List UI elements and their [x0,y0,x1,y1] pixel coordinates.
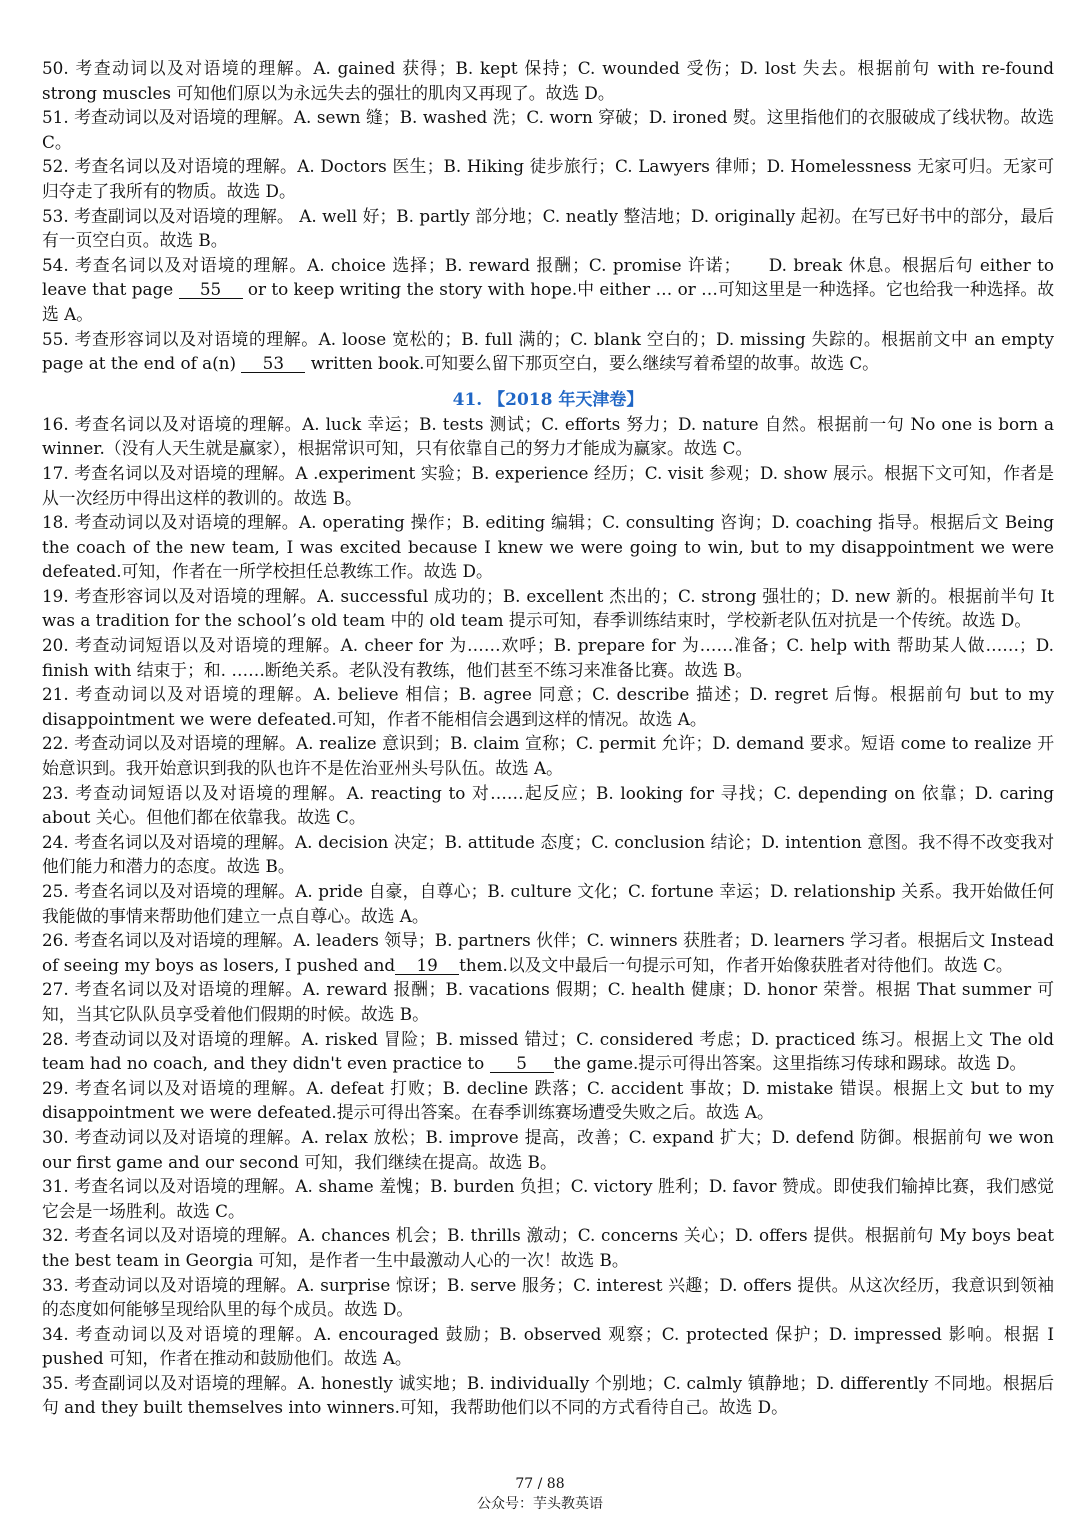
answer-item-23: 23. 考查动词短语以及对语境的理解。A. reacting to 对……起反应；B. looking for 寻找；C. depending on 依靠；D. caring about 关心。但他们都在依靠我。故选 C。 [42,782,1054,828]
answer-item-32: 32. 考查名词以及对语境的理解。A. chances 机会；B. thrills 激动；C. concerns 关心；D. offers 提供。根据前句 My boys beat the best team in Georgia 可知，是作者一生中最激动人心的一次！故选 B。 [42,1225,1054,1270]
answer-item-29: 29. 考查名词以及对语境的理解。A. defeat 打败；B. decline 跌落；C. accident 事故；D. mistake 错误。根据上文 but to my disappointment we were defeated.提示可得出答案。在春季训练赛场遭受失败之后。故选 A。 [42,1077,1054,1123]
answer-item-17: 17. 考查名词以及对语境的理解。A .experiment 实验；B. experience 经历；C. visit 参观；D. show 展示。根据下文可知，作者是从一次经历中得出这样的教训的。故选 B。 [42,462,1054,508]
item-55-blank: 53 [241,354,305,373]
answer-item-22: 22. 考查动词以及对语境的理解。A. realize 意识到；B. claim 宣称；C. permit 允许；D. demand 要求。短语 come to realize 开始意识到。我开始意识到我的队也许不是佐治亚州头号队伍。故选 A。 [42,733,1054,779]
answer-item-53: 53. 考查副词以及对语境的理解。 A. well 好；B. partly 部分地；C. neatly 整洁地；D. originally 起初。在写已好书中的部分，最后有一页空白页。故选 B。 [42,205,1054,251]
answer-item-24: 24. 考查名词以及对语境的理解。A. decision 决定；B. attitude 态度；C. conclusion 结论；D. intention 意图。我不得不改变我对他们能力和潜力的态度。故选 B。 [42,831,1054,877]
section-title: 41. 【2018 年天津卷】 [452,389,644,410]
answer-item-30: 30. 考查动词以及对语境的理解。A. relax 放松；B. improve 提高，改善；C. expand 扩大；D. defend 防御。根据前句 we won our first game and our second 可知，我们继续在提高。故选 B。 [42,1126,1054,1172]
answer-item-55 [42,327,1054,376]
answer-item-18: 18. 考查动词以及对语境的理解。A. operating 操作；B. editing 编辑；C. consulting 咨询；D. coaching 指导。根据后文 Being the coach of the new team, I was excited because I knew we were going to win, but to my disappointment we were defeated.可知，作者在一所学校担任总教练工作。故选 D。 [42,512,1054,582]
answer-item-33: 33. 考查动词以及对语境的理解。A. surprise 惊讶；B. serve 服务；C. interest 兴趣；D. offers 提供。从这次经历，我意识到领袖的态度如何能够呈现给队里的每个成员。故选 D。 [42,1274,1054,1320]
page-footer [0,1474,1080,1514]
item-28-blank: 5 [490,1054,554,1073]
answer-item-51: 51. 考查动词以及对语境的理解。A. sewn 缝；B. washed 洗；C. worn 穿破；D. ironed 熨。这里指他们的衣服破成了线状物。故选 C。 [42,107,1054,152]
item-26-blank: 19 [395,956,459,975]
answer-item-21: 21. 考查动词以及对语境的理解。A. believe 相信；B. agree 同意；C. describe 描述；D. regret 后悔。根据前句 but to my disappointment we were defeated.可知，作者不能相信会遇到这样的情况。故选 A。 [42,684,1054,729]
item-54-text-before: 54. 考查名词以及对语境的理解。A. choice 选择；B. reward 报酬；C. promise 许诺； D. break 休息。根据后句 either to leave that page [42,254,1054,300]
answer-item-50: 50. 考查动词以及对语境的理解。A. gained 获得；B. kept 保持；C. wounded 受伤；D. lost 失去。根据前句 with re-found strong muscles 可知他们原以为永远失去的强壮的肌肉又再现了。故选 D。 [42,58,1054,103]
answer-item-26 [42,928,1054,977]
answer-item-20: 20. 考查动词短语以及对语境的理解。A. cheer for 为……欢呼；B. prepare for 为……准备；C. help with 帮助某人做……；D. finish with 结束于；和. ……断绝关系。老队没有教练，他们甚至不练习来准备比赛。故选 B。 [42,635,1054,680]
item-55-text-after: written book.可知要么留下那页空白，要么继续写着希望的故事。故选 C。 [305,353,879,374]
item-54-blank: 55 [179,280,243,299]
item-54-text-after: or to keep writing the story with hope.中 either … or …可知这里是一种选择。它也给我一种选择。故选 A。 [42,279,1054,324]
answer-item-16: 16. 考查名词以及对语境的理解。A. luck 幸运；B. tests 测试；C. efforts 努力；D. nature 自然。根据前一句 No one is born a winner.（没有人天生就是赢家），根据常识可知，只有依靠自己的努力才能成为赢家。故选 C。 [42,413,1054,459]
answer-item-31: 31. 考查名词以及对语境的理解。A. shame 羞愧；B. burden 负担；C. victory 胜利；D. favor 赞成。即使我们输掉比赛，我们感觉它会是一场胜利。故选 C。 [42,1176,1054,1221]
page-number: 77 / 88 [515,1476,565,1492]
answer-item-19: 19. 考查形容词以及对语境的理解。A. successful 成功的；B. excellent 杰出的；C. strong 强壮的；D. new 新的。根据前半句 It was a tradition for the school’s old team 中的 old team 提示可知，春季训练结束时，学校新老队伍对抗是一个传统。故选 D。 [42,585,1054,631]
item-28-text-before: 28. 考查动词以及对语境的理解。A. risked 冒险；B. missed 错过；C. considered 考虑；D. practiced 练习。根据上文 The old team had no coach, and they didn't even practice to [42,1028,1054,1074]
item-28-text-after: the game.提示可得出答案。这里指练习传球和踢球。故选 D。 [553,1053,1027,1074]
footer-source: 公众号：芋头教英语 [477,1496,603,1512]
item-55-text-before: 55. 考查形容词以及对语境的理解。A. loose 宽松的；B. full 满的；C. blank 空白的；D. missing 失踪的。根据前文中 an empty page at the end of a(n) [42,328,1054,374]
answer-item-25: 25. 考查名词以及对语境的理解。A. pride 自豪，自尊心；B. culture 文化；C. fortune 幸运；D. relationship 关系。我开始做任何我能做的事情来帮助他们建立一点自尊心。故选 A。 [42,881,1054,926]
answer-item-52: 52. 考查名词以及对语境的理解。A. Doctors 医生；B. Hiking 徒步旅行；C. Lawyers 律师；D. Homelessness 无家可归。无家可归夺走了我所有的物质。故选 D。 [42,156,1054,201]
answer-item-54 [42,253,1054,327]
answer-item-34: 34. 考查动词以及对语境的理解。A. encouraged 鼓励；B. observed 观察；C. protected 保护；D. impressed 影响。根据 I pushed 可知，作者在推动和鼓励他们。故选 A。 [42,1323,1054,1369]
item-26-text-after: them.以及文中最后一句提示可知，作者开始像获胜者对待他们。故选 C。 [459,954,1013,975]
answer-item-35: 35. 考查副词以及对语境的理解。A. honestly 诚实地；B. individually 个别地；C. calmly 镇静地；D. differently 不同地。根据后句 and they built themselves into winners.可知，我帮助他们以不同的方式看待自己。故选 D。 [42,1372,1054,1418]
page-content [42,56,1054,1420]
item-26-text-before: 26. 考查名词以及对语境的理解。A. leaders 领导；B. partners 伙伴；C. winners 获胜者；D. learners 学习者。根据后文 Instead of seeing my boys as losers, I pushed and [42,930,1054,975]
answer-item-27: 27. 考查名词以及对语境的理解。A. reward 报酬；B. vacations 假期；C. health 健康；D. honor 荣誉。根据 That summer 可知，当其它队队员享受着他们假期的时候。故选 B。 [42,979,1054,1024]
answer-item-28 [42,1027,1054,1076]
